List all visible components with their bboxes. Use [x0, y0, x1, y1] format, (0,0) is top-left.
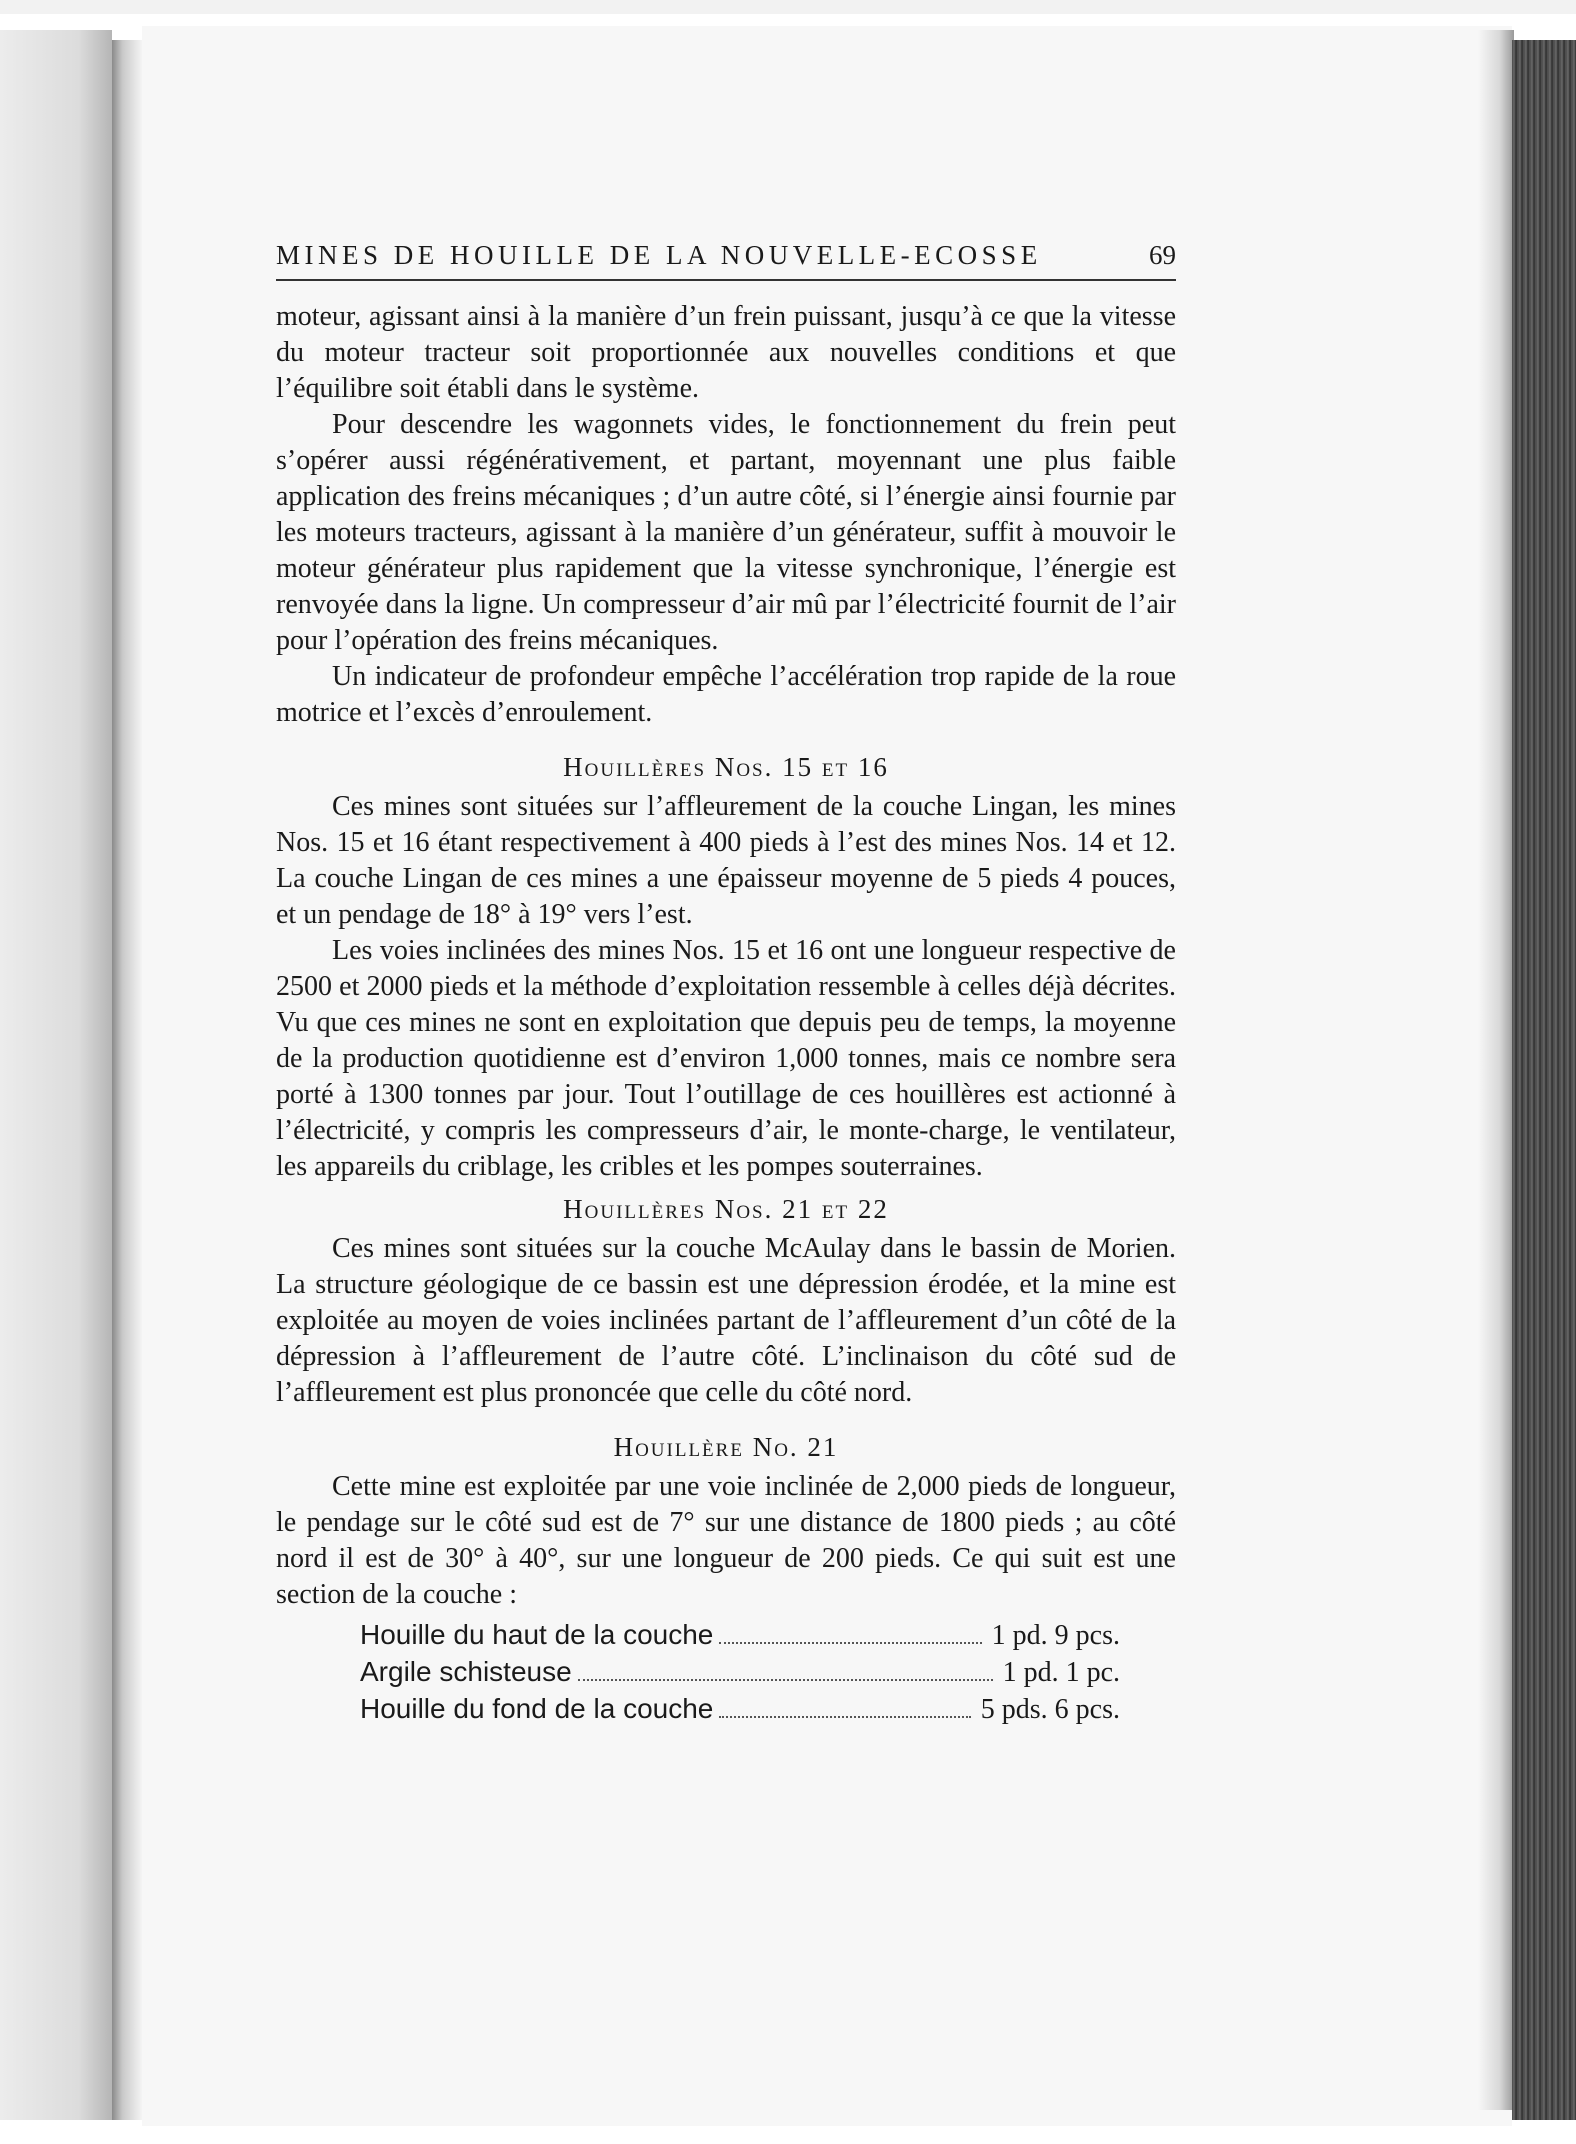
header-rule: [276, 279, 1176, 281]
paragraph: Les voies inclinées des mines Nos. 15 et 16 ont une longueur respective de 2500 et 2000 pieds et la méthode d’exploitation ressemble à celles déjà décrites. Vu que ces mines ne sont en exploitation que depuis peu de temps, la moyenne de la production quotidienne est d’environ 1,000 tonnes, mais ce nombre sera porté à 1300 tonnes par jour. Tout l’outillage de ces houillères est actionné à l’électricité, y compris les compresseurs d’air, le monte-charge, le ventilateur, les appareils du criblage, les cribles et les pompes souterraines.: [276, 935, 1176, 1182]
table-row-label: Houille du fond de la couche: [360, 1693, 714, 1724]
dot-leader: [719, 1642, 981, 1644]
running-head: [276, 240, 1176, 279]
section-heading: Houillères Nos. 15 et 16: [563, 752, 889, 782]
table-row: [360, 1654, 1120, 1691]
section-heading: Houillères Nos. 21 et 22: [563, 1194, 889, 1224]
page-number: 69: [1149, 240, 1176, 270]
table-row: [360, 1617, 1120, 1654]
section-heading: Houillère No. 21: [613, 1432, 839, 1462]
table-row: [360, 1691, 1120, 1728]
table-row-label: Argile schisteuse: [360, 1656, 572, 1687]
right-page-shadow: [1478, 30, 1514, 2110]
dot-leader: [719, 1716, 970, 1718]
table-row-value: 5 pds. 6 pcs.: [980, 1694, 1120, 1725]
running-head-title: MINES DE HOUILLE DE LA NOUVELLE-ECOSSE: [276, 240, 1042, 270]
paragraph: Cette mine est exploitée par une voie inclinée de 2,000 pieds de longueur, le pendage sur le côté sud est de 7° sur une distance de 1800 pieds ; au côté nord il est de 30° à 40°, sur une longueur de 200 pieds. Ce qui suit est une section de la couche :: [276, 1471, 1176, 1610]
paragraph-continuation: moteur, agissant ainsi à la manière d’un frein puissant, jusqu’à ce que la vitesse du moteur tracteur soit proportionnée aux nouvelles conditions et que l’équilibre soit établi dans le système.: [276, 301, 1176, 404]
dot-leader: [578, 1679, 993, 1681]
left-page-gutter: [0, 30, 112, 2120]
page-content: [276, 240, 1176, 1728]
table-row-value: 1 pd. 9 pcs.: [991, 1620, 1120, 1651]
paragraph: Un indicateur de profondeur empêche l’accélération trop rapide de la roue motrice et l’excès d’enroulement.: [276, 661, 1176, 728]
coal-seam-section-table: [360, 1617, 1120, 1728]
paragraph: Ces mines sont situées sur l’affleurement de la couche Lingan, les mines Nos. 15 et 16 étant respectivement à 400 pieds à l’est des mines Nos. 14 et 12. La couche Lingan de ces mines a une épaisseur moyenne de 5 pieds 4 pouces, et un pendage de 18° à 19° vers l’est.: [276, 791, 1176, 930]
paragraph: Pour descendre les wagonnets vides, le fonctionnement du frein peut s’opérer aussi régénérativement, et partant, moyennant une plus faible application des freins mécaniques ; d’un autre côté, si l’énergie ainsi fournie par les moteurs tracteurs, agissant à la manière d’un générateur, suffit à mouvoir le moteur générateur plus rapidement que la vitesse synchronique, l’énergie est renvoyée dans la ligne. Un compresseur d’air mû par l’électricité fournit de l’air pour l’opération des freins mécaniques.: [276, 409, 1176, 656]
table-row-value: 1 pd. 1 pc.: [1002, 1657, 1120, 1688]
scan-top-border: [0, 0, 1576, 14]
binding-shadow: [112, 40, 142, 2120]
book-fore-edge: [1512, 40, 1576, 2120]
table-row-label: Houille du haut de la couche: [360, 1619, 714, 1650]
paragraph: Ces mines sont situées sur la couche McAulay dans le bassin de Morien. La structure géologique de ce bassin est une dépression érodée, et la mine est exploitée au moyen de voies inclinées partant de l’affleurement d’un côté de la dépression à l’affleurement de l’autre côté. L’inclinaison du côté sud de l’affleurement est plus prononcée que celle du côté nord.: [276, 1233, 1176, 1408]
